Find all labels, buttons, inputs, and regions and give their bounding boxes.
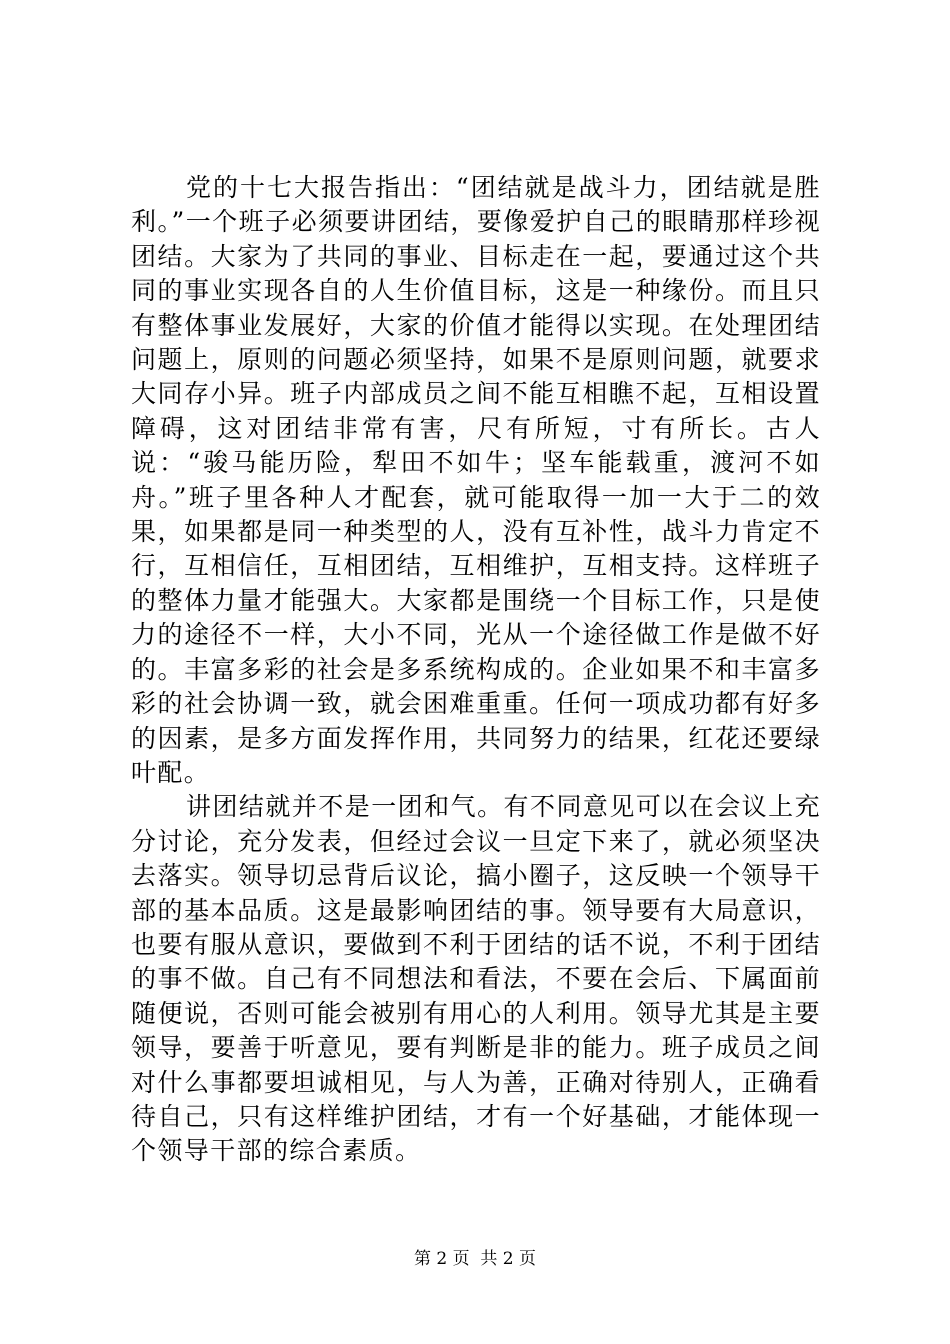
document-body [131, 171, 821, 1169]
paragraph-1: 党的十七大报告指出：“团结就是战斗力，团结就是胜利。”一个班子必须要讲团结，要像爱护自己的眼睛那样珍视团结。大家为了共同的事业、目标走在一起，要通过这个共同的事业实现各自的人生价值目标，这是一种缘份。而且只有整体事业发展好，大家的价值才能得以实现。在处理团结问题上，原则的问题必须坚持，如果不是原则问题，就要求大同存小异。班子内部成员之间不能互相瞧不起，互相设置障碍，这对团结非常有害，尺有所短，寸有所长。古人说：“骏马能历险，犁田不如牛；坚车能载重，渡河不如舟。”班子里各种人才配套，就可能取得一加一大于二的效果，如果都是同一种类型的人，没有互补性，战斗力肯定不行，互相信任，互相团结，互相维护，互相支持。这样班子的整体力量才能强大。大家都是围绕一个目标工作，只是使力的途径不一样，大小不同，光从一个途径做工作是做不好的。丰富多彩的社会是多系统构成的。企业如果不和丰富多彩的社会协调一致，就会困难重重。任何一项成功都有好多的因素，是多方面发挥作用，共同努力的结果，红花还要绿叶配。 [131, 173, 821, 787]
paragraph-2: 讲团结就并不是一团和气。有不同意见可以在会议上充分讨论，充分发表，但经过会议一旦定下来了，就必须坚决去落实。领导切忌背后议论，搞小圈子，这反映一个领导干部的基本品质。这是最影响团结的事。领导要有大局意识，也要有服从意识，要做到不利于团结的话不说，不利于团结的事不做。自己有不同想法和看法，不要在会后、下属面前随便说，否则可能会被别有用心的人利用。领导尤其是主要领导，要善于听意见，要有判断是非的能力。班子成员之间对什么事都要坦诚相见，与人为善，正确对待别人，正确看待自己，只有这样维护团结，才有一个好基础，才能体现一个领导干部的综合素质。 [131, 792, 821, 1166]
page-footer: 第 2 页 共 2 页 [413, 1249, 537, 1269]
